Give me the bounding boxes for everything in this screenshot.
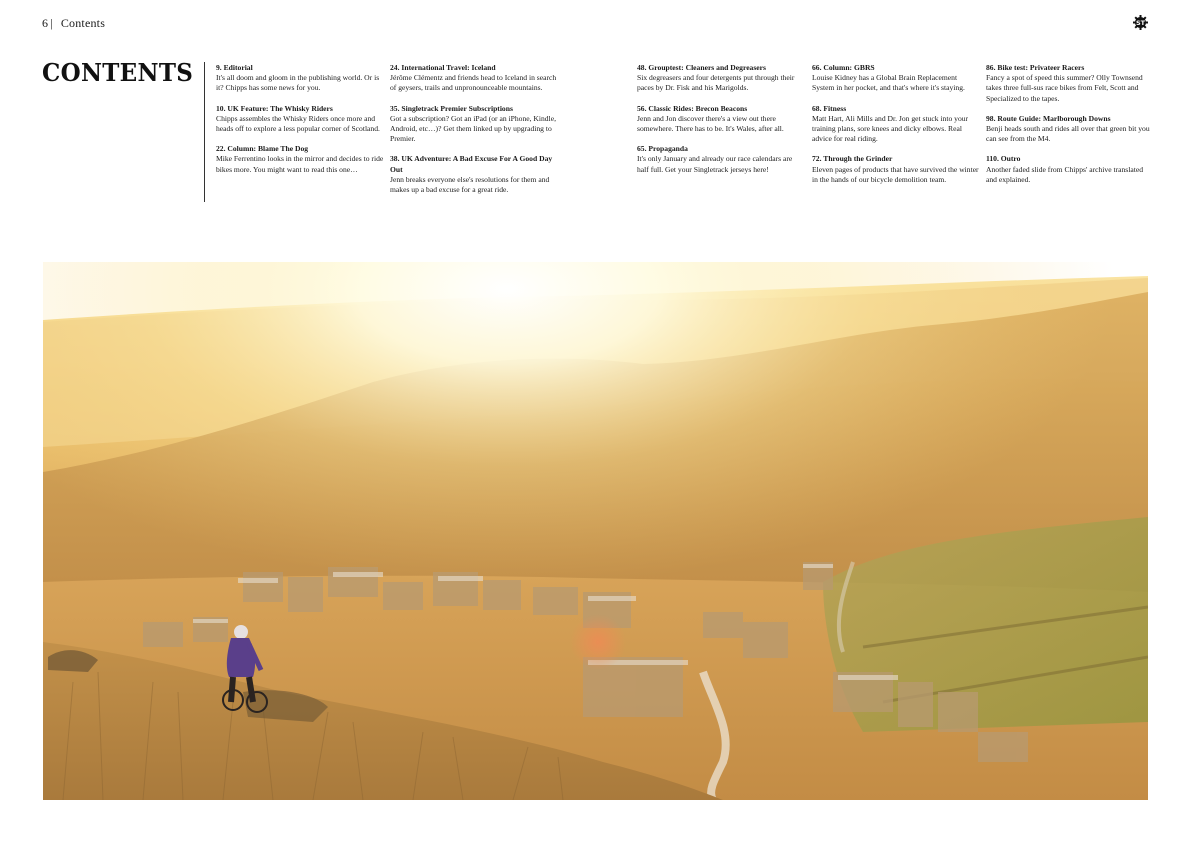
entry-title: 56. Classic Rides: Brecon Beacons bbox=[637, 103, 748, 113]
entry-title: 86. Bike test: Privateer Racers bbox=[986, 63, 1085, 72]
contents-entry[interactable] bbox=[390, 63, 558, 94]
contents-entry[interactable] bbox=[986, 114, 1154, 145]
contents-entry[interactable] bbox=[812, 154, 980, 185]
folio-separator: | bbox=[50, 16, 53, 30]
entry-title: 48. Grouptest: Cleaners and Degreasers bbox=[637, 63, 767, 72]
entry-description: Got a subscription? Got an iPad (or an iPhone, Kindle, Android, etc…)? Get them linked up by upgrading to Premier. bbox=[390, 113, 556, 144]
contents-entry[interactable] bbox=[637, 144, 805, 175]
entry-description: Fancy a spot of speed this summer? Olly Townsend takes three full-sus race bikes from Felt, Scott and Specialized to the tapes. bbox=[986, 73, 1143, 103]
entry-title: 9. Editorial bbox=[216, 63, 253, 72]
singletrack-logo-icon bbox=[1133, 15, 1148, 30]
entry-title: 38. UK Adventure: A Bad Excuse For A Good Day Out bbox=[390, 154, 553, 174]
svg-text:ST: ST bbox=[1135, 19, 1146, 27]
contents-entry[interactable] bbox=[637, 104, 805, 135]
entry-title: 66. Column: GBRS bbox=[812, 63, 875, 72]
contents-entry[interactable] bbox=[216, 144, 384, 175]
contents-column-1 bbox=[216, 63, 384, 185]
title-divider bbox=[204, 62, 205, 202]
entry-title: 22. Column: Blame The Dog bbox=[216, 144, 309, 154]
contents-entry[interactable] bbox=[390, 154, 558, 195]
contents-entry[interactable] bbox=[986, 63, 1154, 104]
entry-description: Mike Ferrentino looks in the mirror and decides to ride bikes more. You might want to read this one… bbox=[216, 154, 384, 174]
contents-entry[interactable] bbox=[637, 63, 805, 94]
hero-photo bbox=[43, 262, 1148, 800]
contents-column-5 bbox=[986, 63, 1154, 195]
contents-entry[interactable] bbox=[986, 154, 1154, 185]
entry-title: 65. Propaganda bbox=[637, 144, 688, 154]
entry-description: Jenn breaks everyone else's resolutions for them and makes up a bad excuse for a great ride. bbox=[390, 174, 550, 195]
page-title: CONTENTS bbox=[42, 59, 194, 88]
entry-description: Louise Kidney has a Global Brain Replacement System in her pocket, and that's where it's staying. bbox=[812, 73, 965, 93]
contents-entry[interactable] bbox=[812, 63, 980, 94]
contents-column-3 bbox=[637, 63, 805, 185]
entry-description: Chipps assembles the Whisky Riders once more and heads off to explore a less popular corner of Scotland. bbox=[216, 113, 380, 134]
entry-title: 98. Route Guide: Marlborough Downs bbox=[986, 113, 1111, 123]
entry-title: 35. Singletrack Premier Subscriptions bbox=[390, 103, 513, 113]
entry-description: Another faded slide from Chipps' archive translated and explained. bbox=[986, 164, 1143, 184]
entry-description: Eleven pages of products that have survived the winter in the hands of our bicycle demolition team. bbox=[812, 164, 979, 184]
page-number: 6 bbox=[42, 16, 49, 30]
entry-title: 24. International Travel: Iceland bbox=[390, 63, 496, 72]
contents-column-2 bbox=[390, 63, 558, 205]
contents-entry[interactable] bbox=[812, 104, 980, 145]
entry-title: 110. Outro bbox=[986, 154, 1021, 164]
entry-description: It's all doom and gloom in the publishing world. Or is it? Chipps has some news for you. bbox=[216, 73, 380, 93]
contents-column-4 bbox=[812, 63, 980, 195]
entry-description: It's only January and already our race calendars are half full. Get your Singletrack jerseys here! bbox=[637, 154, 793, 174]
section-name: Contents bbox=[60, 16, 106, 30]
entry-description: Matt Hart, Ali Mills and Dr. Jon get stuck into your training plans, sore knees and dicky elbows. Real advice for real riding. bbox=[812, 113, 969, 144]
page-folio bbox=[42, 16, 105, 31]
entry-description: Jenn and Jon discover there's a view out there somewhere. There has to be. It's Wales, after all. bbox=[637, 113, 784, 134]
contents-entry[interactable] bbox=[216, 63, 384, 94]
entry-description: Six degreasers and four detergents put through their paces by Dr. Fisk and his Marigolds. bbox=[637, 73, 795, 93]
contents-entry[interactable] bbox=[390, 104, 558, 145]
entry-title: 72. Through the Grinder bbox=[812, 154, 893, 164]
entry-title: 10. UK Feature: The Whisky Riders bbox=[216, 103, 333, 113]
entry-description: Jérôme Clémentz and friends head to Iceland in search of geysers, trails and unpronounceable mountains. bbox=[390, 73, 557, 93]
entry-description: Benji heads south and rides all over that green bit you can see from the M4. bbox=[986, 124, 1150, 144]
entry-title: 68. Fitness bbox=[812, 103, 847, 113]
contents-entry[interactable] bbox=[216, 104, 384, 135]
